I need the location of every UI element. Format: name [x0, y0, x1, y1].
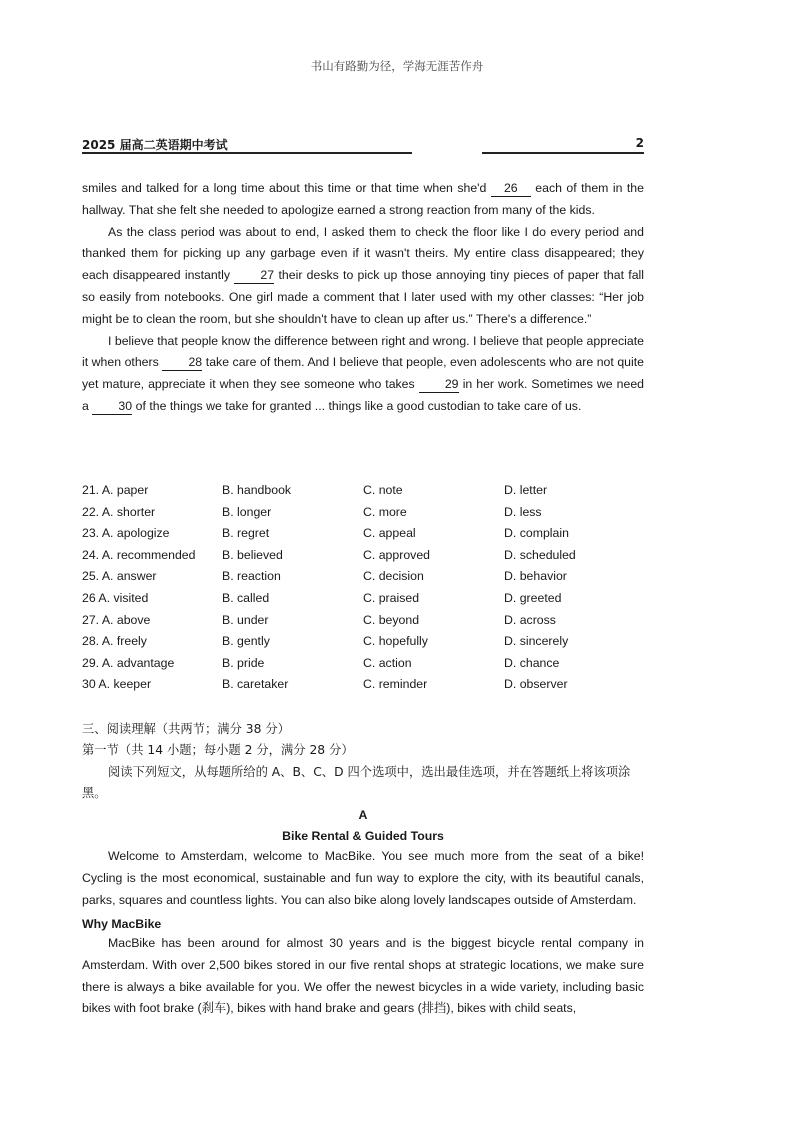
section-3-instructions: 阅读下列短文，从每题所给的 A、B、C、D 四个选项中，选出最佳选项，并在答题纸上将该项涂黑。: [82, 765, 631, 800]
option-row-30: [82, 675, 652, 697]
option-b: B. believed: [222, 547, 283, 562]
passage-a-paragraph-2: MacBike has been around for almost 30 years and is the biggest bicycle rental company in Amsterdam. With over 2,500 bikes stored in our five rental shops at strategic locations, we make sure there is always a bike available for you. We offer the newest bicycles in a wide variety, including basic bikes with foot brake (刹车), bikes with hand brake and gears (排挡), bikes with child seats,: [82, 936, 644, 1016]
option-b: B. reaction: [222, 569, 281, 584]
option-a: 27. A. above: [82, 612, 151, 627]
option-d: D. behavior: [504, 569, 567, 584]
option-a: 21. A. paper: [82, 483, 149, 497]
option-row-23: [82, 524, 652, 546]
option-d: D. letter: [504, 483, 548, 497]
passage-title: Bike Rental & Guided Tours: [282, 829, 444, 843]
option-d: D. greeted: [504, 590, 562, 605]
option-c: C. more: [363, 504, 407, 519]
exam-title: 2025 届高二英语期中考试: [82, 138, 228, 152]
option-c: C. beyond: [363, 612, 420, 627]
option-c: C. hopefully: [363, 634, 428, 649]
blank-26: 26: [491, 181, 531, 197]
option-row-24: [82, 546, 652, 568]
option-a: 30 A. keeper: [82, 677, 152, 692]
section-3-part-1: 第一节（共 14 小题；每小题 2 分，满分 28 分）: [82, 743, 354, 757]
option-d: D. across: [504, 612, 556, 627]
option-b: B. gently: [222, 634, 270, 649]
header-rule: [82, 152, 644, 154]
option-d: D. scheduled: [504, 547, 576, 562]
cloze-text: their desks to pick up those annoying tiny pieces of paper that fall so easily from notebooks. One girl made a comment that I later used with my other classes: “Her job might be to clean the room, but she shouldn't have to clean up after us.” There's a difference.”: [82, 268, 645, 326]
option-d: D. complain: [504, 526, 569, 541]
option-row-26: [82, 589, 652, 611]
option-c: C. action: [363, 655, 412, 670]
option-c: C. approved: [363, 547, 430, 562]
cloze-text: in her work. Sometimes we need a: [82, 377, 644, 413]
header-rule-gap: [412, 150, 482, 155]
blank-29: 29: [419, 377, 459, 393]
cloze-text: each of them in the hallway. That she felt she needed to apologize earned a strong reaction from many of the kids.: [82, 181, 644, 217]
cloze-text: As the class period was about to end, I asked them to check the floor like I do every period and thanked them for picking up any garbage even if it wasn't theirs. My entire class disappeared; they each disappeared instantly: [82, 224, 644, 283]
option-b: B. regret: [222, 526, 270, 541]
blank-30: 30: [92, 399, 132, 415]
option-b: B. caretaker: [222, 677, 289, 692]
option-a: 29. A. advantage: [82, 655, 175, 670]
page-number: 2: [635, 136, 644, 150]
option-row-27: [82, 611, 652, 633]
passage-a-intro: [82, 846, 644, 911]
option-b: B. called: [222, 590, 270, 605]
option-c: C. praised: [363, 590, 420, 605]
option-a: 25. A. answer: [82, 569, 157, 584]
option-a: 26 A. visited: [82, 590, 149, 605]
cloze-text: of the things we take for granted ... things like a good custodian to take care of us.: [132, 398, 582, 413]
option-d: D. sincerely: [504, 634, 569, 649]
page-motto: 书山有路勤为径，学海无涯苦作舟: [310, 59, 484, 73]
option-b: B. longer: [222, 504, 272, 519]
blank-27: 27: [234, 268, 274, 284]
cloze-text: I believe that people know the difference between right and wrong. I believe that people appreciate it when others: [82, 333, 644, 370]
cloze-paragraph-1: [82, 178, 644, 222]
option-row-25: [82, 567, 652, 589]
option-d: D. observer: [504, 677, 568, 692]
cloze-paragraph-2: [82, 222, 644, 331]
section-3-title: 三、阅读理解（共两节；满分 38 分）: [82, 722, 290, 736]
why-macbike-heading: Why MacBike: [82, 917, 162, 931]
option-d: D. less: [504, 504, 542, 519]
passage-a-paragraph-1: Welcome to Amsterdam, welcome to MacBike. You see much more from the seat of a bike! Cycling is the most economical, sustainable and fun way to explore the city, with its beautiful canals, parks, squares and countless lights. You can also bike along lovely landscapes outside of Amsterdam.: [82, 849, 644, 907]
option-b: B. pride: [222, 655, 265, 670]
option-d: D. chance: [504, 655, 560, 670]
option-c: C. note: [363, 483, 403, 497]
option-a: 24. A. recommended: [82, 547, 196, 562]
option-row-29: [82, 654, 652, 676]
option-b: B. handbook: [222, 483, 292, 497]
cloze-paragraph-3: [82, 331, 644, 418]
option-row-21: [82, 481, 652, 503]
passage-a-body: [82, 933, 644, 1020]
cloze-text: take care of them. And I believe that people, even adolescents who are not quite yet mature, appreciate it when they see someone who takes: [82, 355, 644, 392]
option-b: B. under: [222, 612, 269, 627]
cloze-passage: [82, 178, 644, 418]
blank-28: 28: [162, 355, 202, 371]
answer-options: [82, 481, 652, 697]
option-a: 23. A. apologize: [82, 526, 170, 541]
option-c: C. reminder: [363, 677, 428, 692]
option-row-22: [82, 503, 652, 525]
option-row-28: [82, 632, 652, 654]
passage-letter: A: [358, 808, 368, 822]
option-c: C. appeal: [363, 526, 416, 541]
option-a: 22. A. shorter: [82, 504, 156, 519]
cloze-text: smiles and talked for a long time about this time or that time when she'd: [82, 181, 491, 195]
page-header: [82, 136, 644, 156]
option-a: 28. A. freely: [82, 634, 147, 649]
option-c: C. decision: [363, 569, 424, 584]
